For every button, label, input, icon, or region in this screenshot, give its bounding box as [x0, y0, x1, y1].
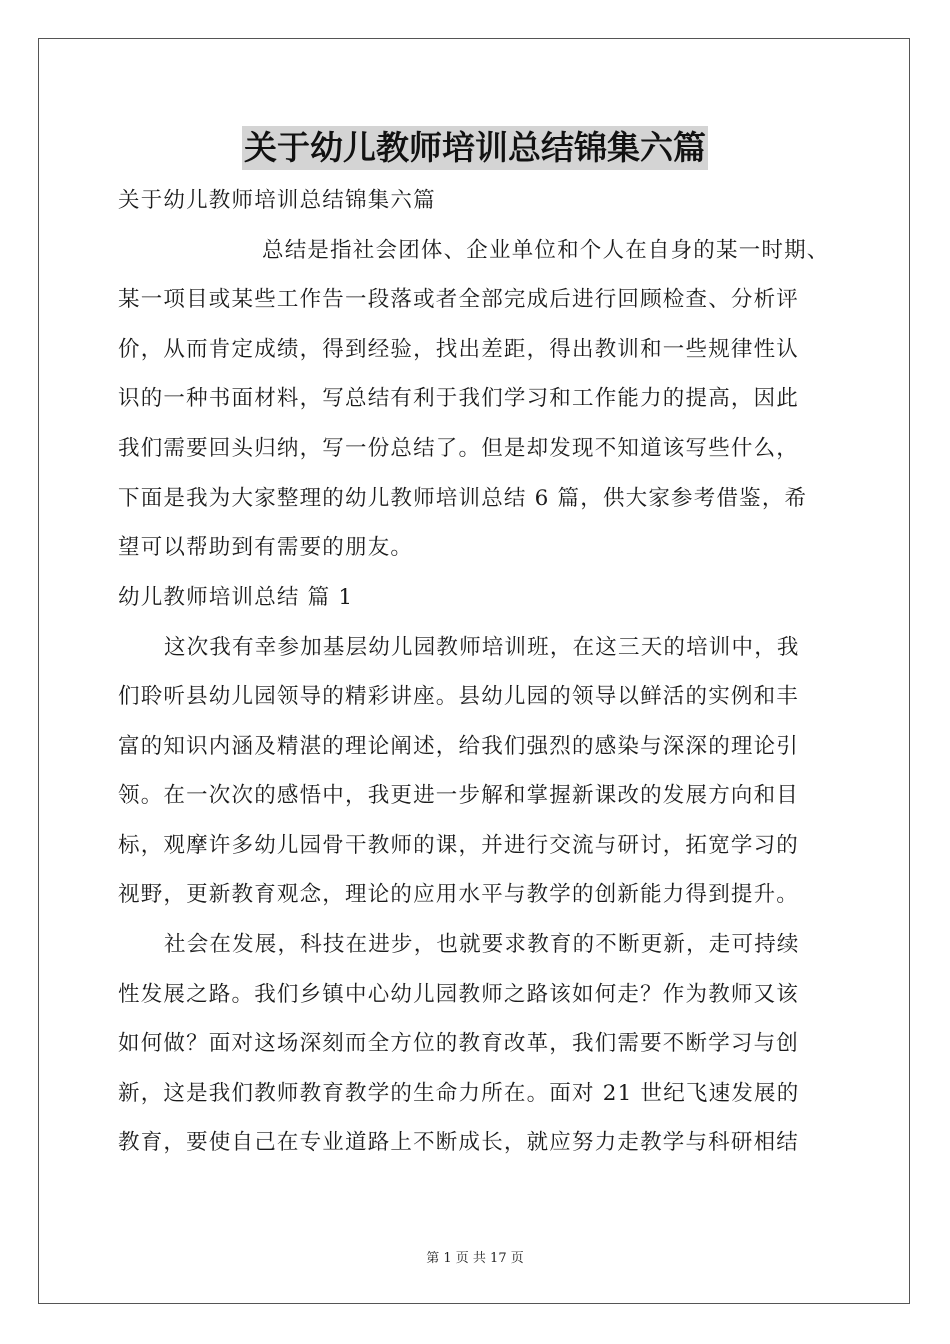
- page-number-footer: 第 1 页 共 17 页: [426, 1251, 524, 1266]
- paragraph2-line: 性发展之路。我们乡镇中心幼儿园教师之路该如何走？作为教师又该: [118, 982, 800, 1007]
- paragraph2-line: 新，这是我们教师教育教学的生命力所在。面对 21 世纪飞速发展的: [118, 1081, 800, 1106]
- title-wrap: [0, 126, 950, 170]
- paragraph1-line: 标，观摩许多幼儿园骨干教师的课，并进行交流与研讨，拓宽学习的: [118, 833, 800, 858]
- paragraph1-line: 们聆听县幼儿园领导的精彩讲座。县幼儿园的领导以鲜活的实例和丰: [118, 684, 800, 709]
- intro-line: 望可以帮助到有需要的朋友。: [118, 535, 414, 560]
- intro-line: 总结是指社会团体、企业单位和个人在自身的某一时期、: [262, 238, 830, 263]
- intro-line: 下面是我为大家整理的幼儿教师培训总结 6 篇，供大家参考借鉴，希: [118, 486, 808, 511]
- paragraph2-line: 如何做？面对这场深刻而全方位的教育改革，我们需要不断学习与创: [118, 1031, 800, 1056]
- intro-line: 我们需要回头归纳，写一份总结了。但是却发现不知道该写些什么，: [118, 436, 800, 461]
- document-subtitle: 关于幼儿教师培训总结锦集六篇: [118, 188, 436, 213]
- paragraph1-line: 领。在一次次的感悟中，我更进一步解和掌握新课改的发展方向和目: [118, 783, 800, 808]
- paragraph1-line: 视野，更新教育观念，理论的应用水平与教学的创新能力得到提升。: [118, 882, 800, 907]
- paragraph2-line: 教育，要使自己在专业道路上不断成长，就应努力走教学与科研相结: [118, 1130, 800, 1155]
- paragraph2-line: 社会在发展，科技在进步，也就要求教育的不断更新，走可持续: [164, 932, 800, 957]
- intro-line: 价，从而肯定成绩，得到经验，找出差距，得出教训和一些规律性认: [118, 337, 800, 362]
- page-border: [38, 38, 910, 1304]
- paragraph1-line: 这次我有幸参加基层幼儿园教师培训班，在这三天的培训中，我: [164, 635, 800, 660]
- intro-line: 某一项目或某些工作告一段落或者全部完成后进行回顾检查、分析评: [118, 287, 800, 312]
- document-title: 关于幼儿教师培训总结锦集六篇: [242, 126, 708, 170]
- paragraph1-line: 富的知识内涵及精湛的理论阐述，给我们强烈的感染与深深的理论引: [118, 734, 800, 759]
- intro-line: 识的一种书面材料，写总结有利于我们学习和工作能力的提高，因此: [118, 386, 800, 411]
- section-heading: 幼儿教师培训总结 篇 1: [118, 585, 354, 610]
